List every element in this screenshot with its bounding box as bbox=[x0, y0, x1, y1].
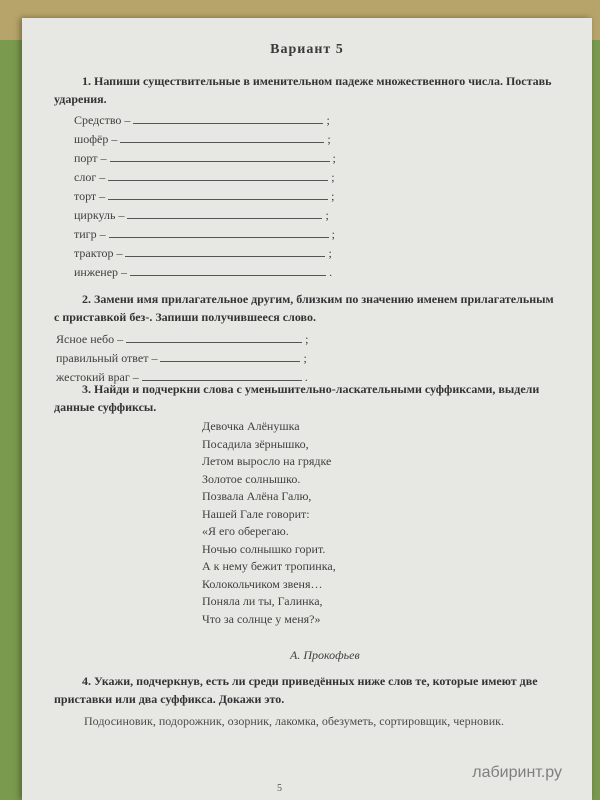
poem-line: Поняла ли ты, Галинка, bbox=[202, 594, 323, 608]
task-2-item: Ясное небо – ; bbox=[56, 332, 309, 346]
poem-line: «Я его оберегаю. bbox=[202, 524, 289, 538]
task-2-text: 2. Замени имя прилагательное другим, близким по значению именем прилагательным с приставкой без-. Запиши получившееся слово. bbox=[54, 292, 554, 324]
workbook-page bbox=[22, 18, 592, 800]
task-2-item: правильный ответ – ; bbox=[56, 351, 307, 365]
poem-line: Посадила зёрнышко, bbox=[202, 436, 309, 451]
task-1-text: 1. Напиши существительные в именительном падеже множественного числа. Поставь ударения. bbox=[54, 74, 552, 106]
task-1-item: порт – ; bbox=[74, 151, 336, 165]
task-1-item: инженер – . bbox=[74, 265, 333, 279]
page-title: Вариант 5 bbox=[270, 42, 344, 57]
poem-line: Колокольчиком звеня… bbox=[202, 576, 323, 591]
labirint-logo: лабиринт.ру bbox=[472, 764, 562, 781]
poem-line: Золотое солнышко. bbox=[202, 471, 301, 486]
task-4-word-list: Подосиновик, подорожник, озорник, лакомка, обезуметь, сортировщик, черновик. bbox=[84, 714, 504, 728]
poem-line: Ночью солнышко горит. bbox=[202, 541, 326, 556]
page-number: 5 bbox=[277, 783, 282, 794]
task-1-item: циркуль – ; bbox=[74, 208, 329, 222]
task-1-item: шофёр – ; bbox=[74, 132, 331, 146]
poem-line: Летом выросло на грядке bbox=[202, 454, 332, 468]
poem bbox=[202, 418, 336, 628]
task-1-item: слог – ; bbox=[74, 170, 335, 184]
task-1-item: Средство – ; bbox=[74, 113, 330, 127]
poem-line: Девочка Алёнушка bbox=[202, 419, 300, 433]
poem-line: Позвала Алёна Галю, bbox=[202, 489, 312, 503]
poem-line: А к нему бежит тропинка, bbox=[202, 559, 336, 573]
task-4-text: 4. Укажи, подчеркнув, есть ли среди приведённых ниже слов те, которые имеют две приставки или два суффикса. Докажи это. bbox=[54, 674, 538, 706]
task-2-item: жестокий враг – . bbox=[56, 370, 308, 384]
task-1-item: тигр – ; bbox=[74, 227, 335, 241]
task-1-item: трактор – ; bbox=[74, 246, 332, 260]
poem-line: Нашей Гале говорит: bbox=[202, 506, 310, 521]
poem-line: Что за солнце у меня?» bbox=[202, 611, 321, 626]
task-3-text: 3. Найди и подчеркни слова с уменьшительно-ласкательными суффиксами, выдели данные суффиксы. bbox=[54, 382, 540, 414]
task-1-item: торт – ; bbox=[74, 189, 335, 203]
poem-author: А. Прокофьев bbox=[290, 648, 360, 662]
